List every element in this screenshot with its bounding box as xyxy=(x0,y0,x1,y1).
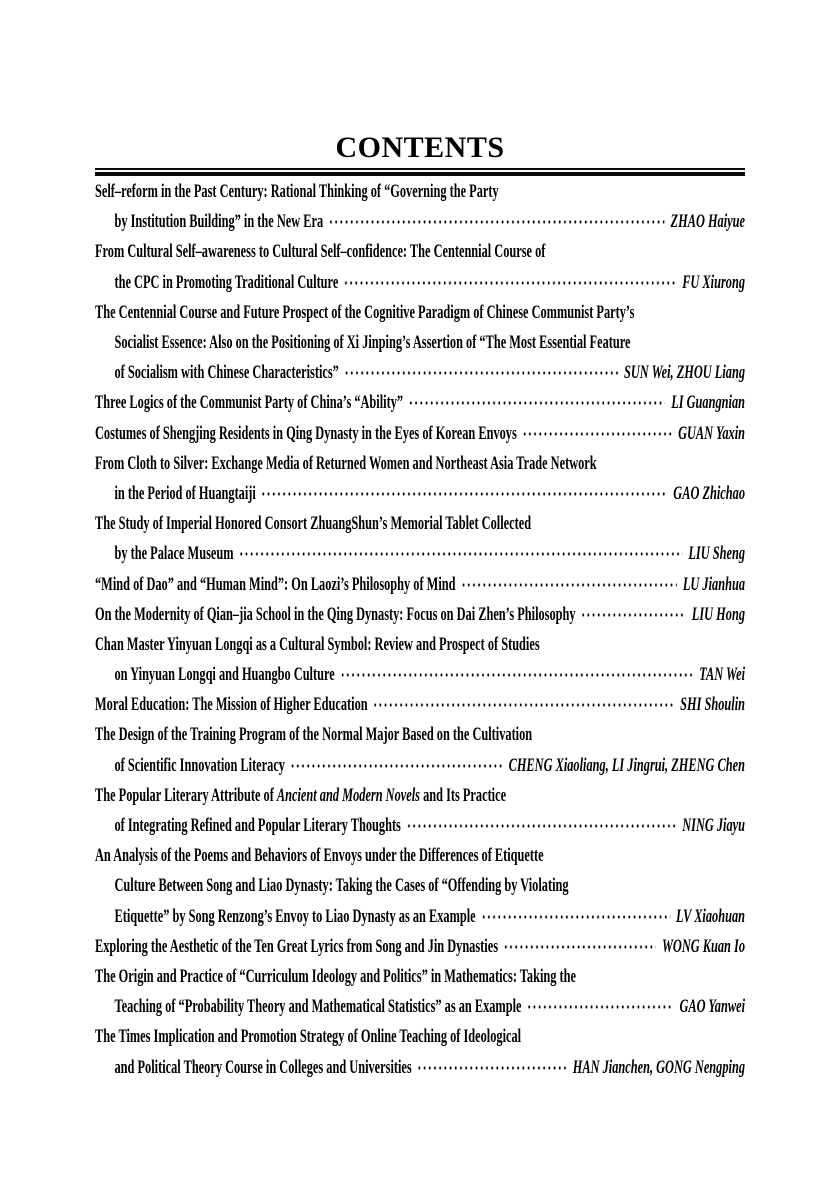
author-name: HAN Jianchen, GONG Nengping xyxy=(572,1056,745,1078)
toc-line xyxy=(95,207,745,237)
dot-leader xyxy=(340,660,693,690)
toc-entry xyxy=(95,449,745,509)
toc-line xyxy=(95,298,745,328)
article-title-text: Exploring the Aesthetic of the Ten Great Lyrics from Song and Jin Dynasties xyxy=(95,935,498,957)
toc-line xyxy=(95,962,745,992)
toc-entry xyxy=(95,1022,745,1082)
toc-line xyxy=(95,841,745,871)
toc-entry xyxy=(95,237,745,297)
toc-entry xyxy=(95,690,745,720)
toc-line xyxy=(95,328,745,358)
toc-entry xyxy=(95,600,745,630)
author-name: ZHAO Haiyue xyxy=(670,211,745,233)
toc-line xyxy=(95,1052,745,1082)
article-title-text: Costumes of Shengjing Residents in Qing Dynasty in the Eyes of Korean Envoys xyxy=(95,422,517,444)
dot-leader xyxy=(239,539,683,569)
author-name: LV Xiaohuan xyxy=(676,905,745,927)
toc-line xyxy=(95,690,745,720)
toc-line xyxy=(95,509,745,539)
dot-leader xyxy=(344,358,618,388)
toc-line xyxy=(95,600,745,630)
author-name: LI Guangnian xyxy=(671,392,745,414)
toc-line xyxy=(95,871,745,901)
toc-line xyxy=(95,1022,745,1052)
dot-leader xyxy=(290,751,503,781)
toc-entry xyxy=(95,962,745,1022)
author-name: CHENG Xiaoliang, LI Jingrui, ZHENG Chen xyxy=(508,754,745,776)
article-title-text: Chan Master Yinyuan Longqi as a Cultural Symbol: Review and Prospect of Studies xyxy=(95,633,540,655)
toc-entry xyxy=(95,569,745,599)
toc-line xyxy=(95,630,745,660)
toc-entry xyxy=(95,419,745,449)
author-name: LIU Hong xyxy=(691,603,745,625)
author-name: GUAN Yaxin xyxy=(678,422,745,444)
toc-line xyxy=(95,781,745,811)
dot-leader xyxy=(408,388,665,418)
article-title-text: The Popular Literary Attribute of xyxy=(95,784,277,806)
article-title-text: Etiquette” by Song Renzong’s Envoy to Liao Dynasty as an Example xyxy=(114,905,476,927)
toc-entry xyxy=(95,509,745,569)
article-title-text: The Origin and Practice of “Curriculum Ideology and Politics” in Mathematics: Taking the xyxy=(95,965,576,987)
author-name: TAN Wei xyxy=(699,664,745,686)
dot-leader xyxy=(522,419,672,449)
article-title-text: The Times Implication and Promotion Strategy of Online Teaching of Ideological xyxy=(95,1026,522,1048)
toc-line xyxy=(95,902,745,932)
article-title-text: Self–reform in the Past Century: Rational Thinking of “Governing the Party xyxy=(95,181,499,203)
dot-leader xyxy=(527,992,674,1022)
title-rule xyxy=(95,168,745,176)
article-title-text: of Socialism with Chinese Characteristics” xyxy=(114,362,339,384)
dot-leader xyxy=(344,268,677,298)
page-title: CONTENTS xyxy=(335,131,505,164)
toc-entry xyxy=(95,720,745,780)
toc-line xyxy=(95,811,745,841)
article-title-text: Socialist Essence: Also on the Positioning of Xi Jinping’s Assertion of “The Most Essential Feature xyxy=(114,332,631,354)
author-name: LU Jianhua xyxy=(682,573,745,595)
article-title-text: by the Palace Museum xyxy=(114,543,234,565)
author-name: NING Jiayu xyxy=(682,815,745,837)
article-title-text: of Scientific Innovation Literacy xyxy=(114,754,285,776)
toc-entry xyxy=(95,781,745,841)
article-title-text: Moral Education: The Mission of Higher Education xyxy=(95,694,368,716)
article-title-text: of Integrating Refined and Popular Literary Thoughts xyxy=(114,815,401,837)
toc-line xyxy=(95,237,745,267)
dot-leader xyxy=(261,479,667,509)
article-title-text: On the Modernity of Qian–jia School in the Qing Dynasty: Focus on Dai Zhen’s Philosophy xyxy=(95,603,576,625)
toc-line xyxy=(95,751,745,781)
article-title-text: by Institution Building” in the New Era xyxy=(114,211,324,233)
article-title-text: Culture Between Song and Liao Dynasty: Taking the Cases of “Offending by Violating xyxy=(114,875,569,897)
toc-line xyxy=(95,992,745,1022)
toc-line xyxy=(95,388,745,418)
toc-entry xyxy=(95,298,745,389)
toc-entry xyxy=(95,388,745,418)
article-title-text: and Political Theory Course in Colleges and Universities xyxy=(114,1056,412,1078)
toc-entry xyxy=(95,177,745,237)
toc-line xyxy=(95,449,745,479)
author-name: FU Xiurong xyxy=(682,271,745,293)
toc-entry xyxy=(95,932,745,962)
article-title-text: From Cloth to Silver: Exchange Media of Returned Women and Northeast Asia Trade Network xyxy=(95,452,597,474)
article-title-text: on Yinyuan Longqi and Huangbo Culture xyxy=(114,664,335,686)
dot-leader xyxy=(461,569,677,599)
article-title-text: The Study of Imperial Honored Consort ZhuangShun’s Memorial Tablet Collected xyxy=(95,513,532,535)
author-name: GAO Zhichao xyxy=(673,482,745,504)
article-title-text: An Analysis of the Poems and Behaviors of Envoys under the Differences of Etiquette xyxy=(95,845,544,867)
dot-leader xyxy=(328,207,664,237)
toc-line xyxy=(95,358,745,388)
article-title-text: Teaching of “Probability Theory and Mathematical Statistics” as an Example xyxy=(114,996,522,1018)
toc-list xyxy=(95,177,745,1083)
article-title-text: From Cultural Self–awareness to Cultural Self–confidence: The Centennial Course of xyxy=(95,241,546,263)
toc-line xyxy=(95,569,745,599)
toc-line xyxy=(95,932,745,962)
author-name: LIU Sheng xyxy=(688,543,745,565)
dot-leader xyxy=(581,600,686,630)
toc-line xyxy=(95,419,745,449)
article-title-text: in the Period of Huangtaiji xyxy=(114,482,256,504)
toc-line xyxy=(95,177,745,207)
article-title-text: The Centennial Course and Future Prospect of the Cognitive Paradigm of Chinese Communist Party’s xyxy=(95,301,635,323)
toc-line xyxy=(95,268,745,298)
toc-line xyxy=(95,539,745,569)
article-title-text: Three Logics of the Communist Party of China’s “Ability” xyxy=(95,392,404,414)
article-title-text: The Design of the Training Program of the Normal Major Based on the Cultivation xyxy=(95,724,533,746)
toc-entry xyxy=(95,630,745,690)
toc-line xyxy=(95,479,745,509)
dot-leader xyxy=(417,1052,567,1082)
toc-line xyxy=(95,720,745,750)
article-title-text: “Mind of Dao” and “Human Mind”: On Laozi’s Philosophy of Mind xyxy=(95,573,456,595)
dot-leader xyxy=(503,932,656,962)
article-title-text: the CPC in Promoting Traditional Culture xyxy=(114,271,339,293)
dot-leader xyxy=(406,811,676,841)
article-title-text: and Its Practice xyxy=(419,784,507,806)
author-name: SHI Shoulin xyxy=(680,694,745,716)
toc-line xyxy=(95,660,745,690)
author-name: SUN Wei, ZHOU Liang xyxy=(624,362,745,384)
author-name: WONG Kuan Io xyxy=(661,935,745,957)
dot-leader xyxy=(373,690,674,720)
article-title-italic: Ancient and Modern Novels xyxy=(276,784,420,806)
toc-entry xyxy=(95,841,745,932)
author-name: GAO Yanwei xyxy=(679,996,745,1018)
dot-leader xyxy=(481,902,670,932)
